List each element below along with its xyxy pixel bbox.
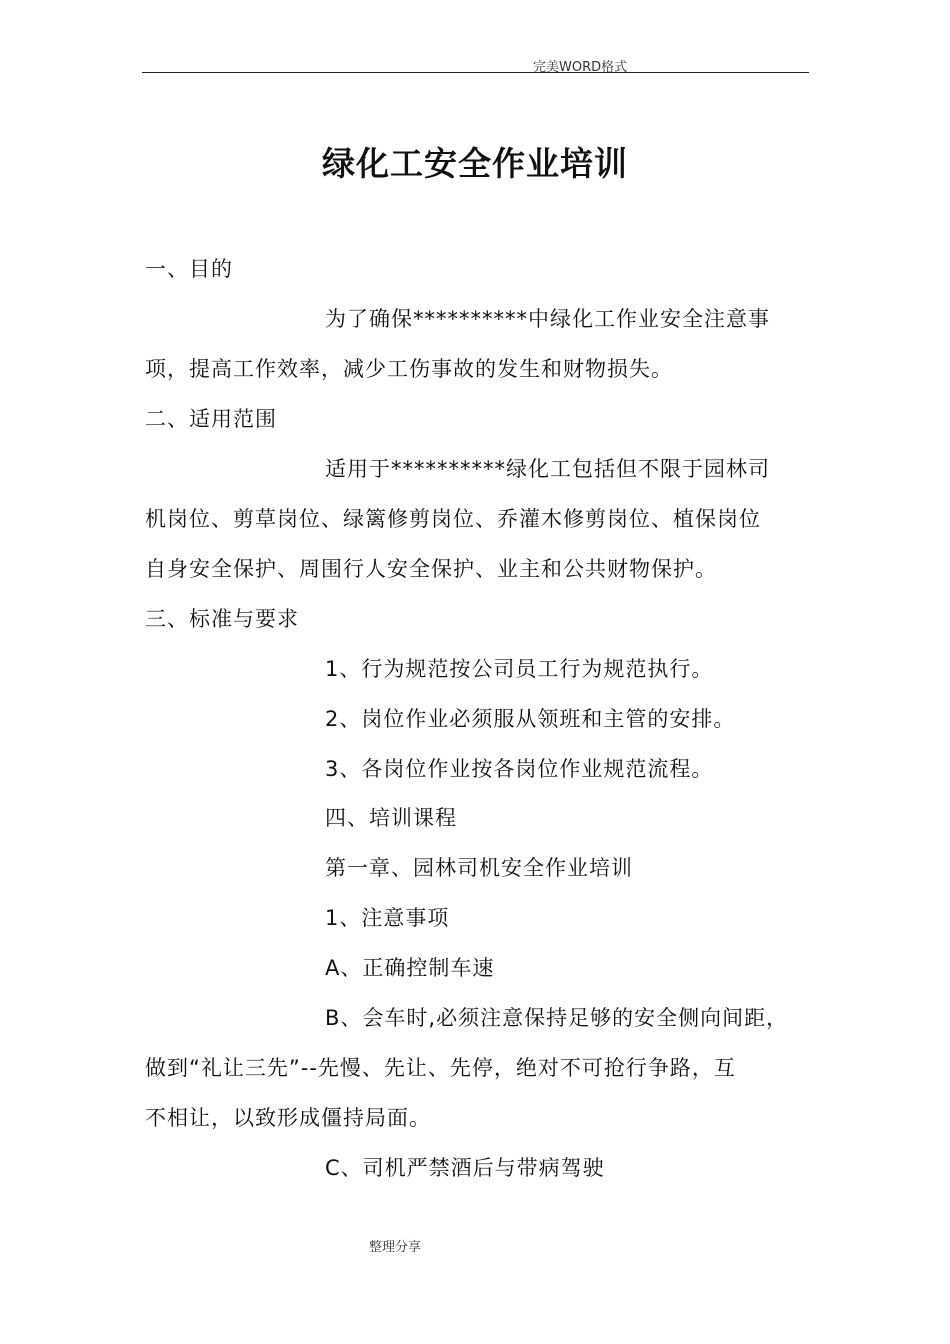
- header-text: 完美WORD格式: [533, 60, 628, 75]
- section-heading-purpose: 一、目的: [145, 257, 233, 281]
- list-item: 1、行为规范按公司员工行为规范执行。: [325, 657, 714, 681]
- section-heading-scope: 二、适用范围: [145, 407, 277, 431]
- paragraph-line: 适用于**********绿化工包括但不限于园林司: [325, 457, 770, 481]
- page-footer: 整理分享: [369, 1240, 422, 1255]
- list-item: 3、各岗位作业按各岗位作业规范流程。: [325, 757, 714, 781]
- paragraph-line: 项，提高工作效率，减少工伤事故的发生和财物损失。: [145, 357, 673, 381]
- document-title: 绿化工安全作业培训: [322, 144, 628, 183]
- list-item: A、正确控制车速: [325, 956, 495, 980]
- list-item: 2、岗位作业必须服从领班和主管的安排。: [325, 707, 736, 731]
- header-divider: [142, 72, 809, 73]
- subsection-heading: 1、注意事项: [325, 906, 450, 930]
- paragraph-line: 自身安全保护、周围行人安全保护、业主和公共财物保护。: [145, 557, 717, 581]
- paragraph-line: 机岗位、剪草岗位、绿篱修剪岗位、乔灌木修剪岗位、植保岗位: [145, 507, 761, 531]
- paragraph-line: 为了确保**********中绿化工作业安全注意事: [325, 307, 770, 331]
- paragraph-line: 做到“礼让三先”--先慢、先让、先停，绝对不可抢行争路，互: [145, 1056, 736, 1080]
- list-item: C、司机严禁酒后与带病驾驶: [325, 1156, 605, 1180]
- section-heading-standards: 三、标准与要求: [145, 607, 299, 631]
- paragraph-line: 不相让，以致形成僵持局面。: [145, 1106, 431, 1130]
- list-item: B、会车时,必须注意保持足够的安全侧向间距，: [325, 1006, 789, 1030]
- section-heading-training: 四、培训课程: [325, 806, 457, 830]
- chapter-heading: 第一章、园林司机安全作业培训: [325, 856, 633, 880]
